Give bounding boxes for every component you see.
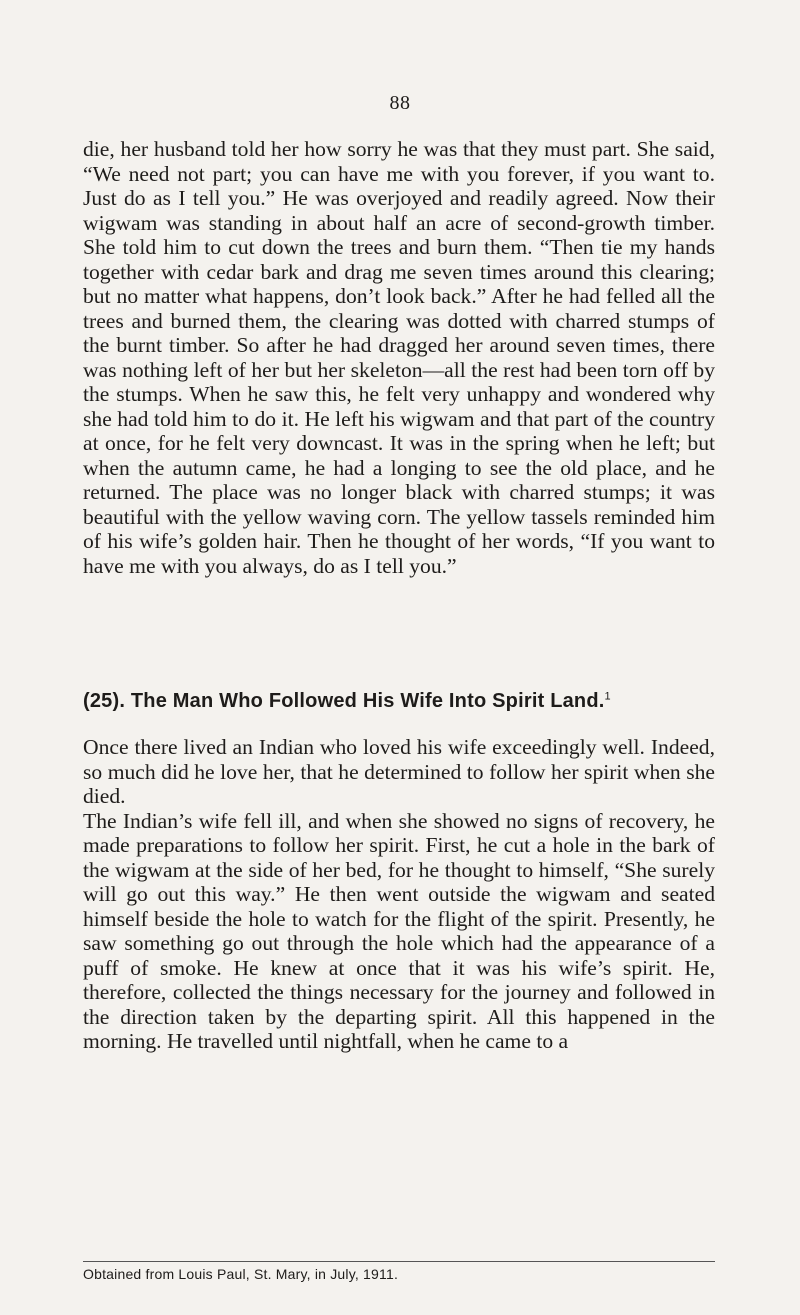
paragraph-text: die, her husband told her how sorry he was that they must part. She said, “We need not part; you can have me with you forever, if you want to. Just do as I tell you.” He was overjoyed and readily agreed. Now their wigwam was standing in about half an acre of second-growth timber. She told him to cut down the trees and burn them. “Then tie my hands together with cedar bark and drag me seven times around this clearing; but no matter what happens, don’t look back.” After he had felled all the trees and burned them, the clearing was dotted with charred stumps of the burnt timber. So after he had dragged her around seven times, there was nothing left of her but her skeleton—all the rest had been torn off by the stumps. When he saw this, he felt very unhappy and wondered why she had told him to do it. He left his wigwam and that part of the country at once, for he felt very downcast. It was in the spring when he left; but when the autumn came, he had a longing to see the old place, and he returned. The place was no longer black with charred stumps; it was beautiful with the yellow waving corn. The yellow tassels reminded him of his wife’s golden hair. Then he thought of her words, “If you want to have me with you always, do as I tell you.” bbox=[83, 137, 715, 578]
continued-paragraph bbox=[83, 137, 715, 578]
story-body bbox=[83, 735, 715, 1054]
footnote-marker: 1 bbox=[604, 690, 611, 703]
story-paragraph-2: The Indian’s wife fell ill, and when she showed no signs of recovery, he made preparations to follow her spirit. First, he cut a hole in the bark of the wigwam at the side of her bed, for he thought to himself, “She surely will go out this way.” He then went outside the wigwam and seated himself beside the hole to watch for the flight of the spirit. Presently, he saw something go out through the hole which had the appearance of a puff of smoke. He knew at once that it was his wife’s spirit. He, therefore, collected the things necessary for the journey and followed in the direction taken by the departing spirit. All this happened in the morning. He travelled until nightfall, when he came to a bbox=[83, 808, 715, 1053]
story-title: (25). The Man Who Followed His Wife Into Spirit Land. bbox=[83, 690, 605, 712]
story-heading bbox=[83, 690, 715, 713]
footnote: Obtained from Louis Paul, St. Mary, in July, 1911. bbox=[83, 1266, 399, 1282]
story-paragraph-1: Once there lived an Indian who loved his wife exceedingly well. Indeed, so much did he love her, that he determined to follow her spirit when she died. bbox=[83, 735, 715, 808]
page-number: 88 bbox=[389, 92, 411, 114]
footnote-divider bbox=[83, 1261, 715, 1262]
